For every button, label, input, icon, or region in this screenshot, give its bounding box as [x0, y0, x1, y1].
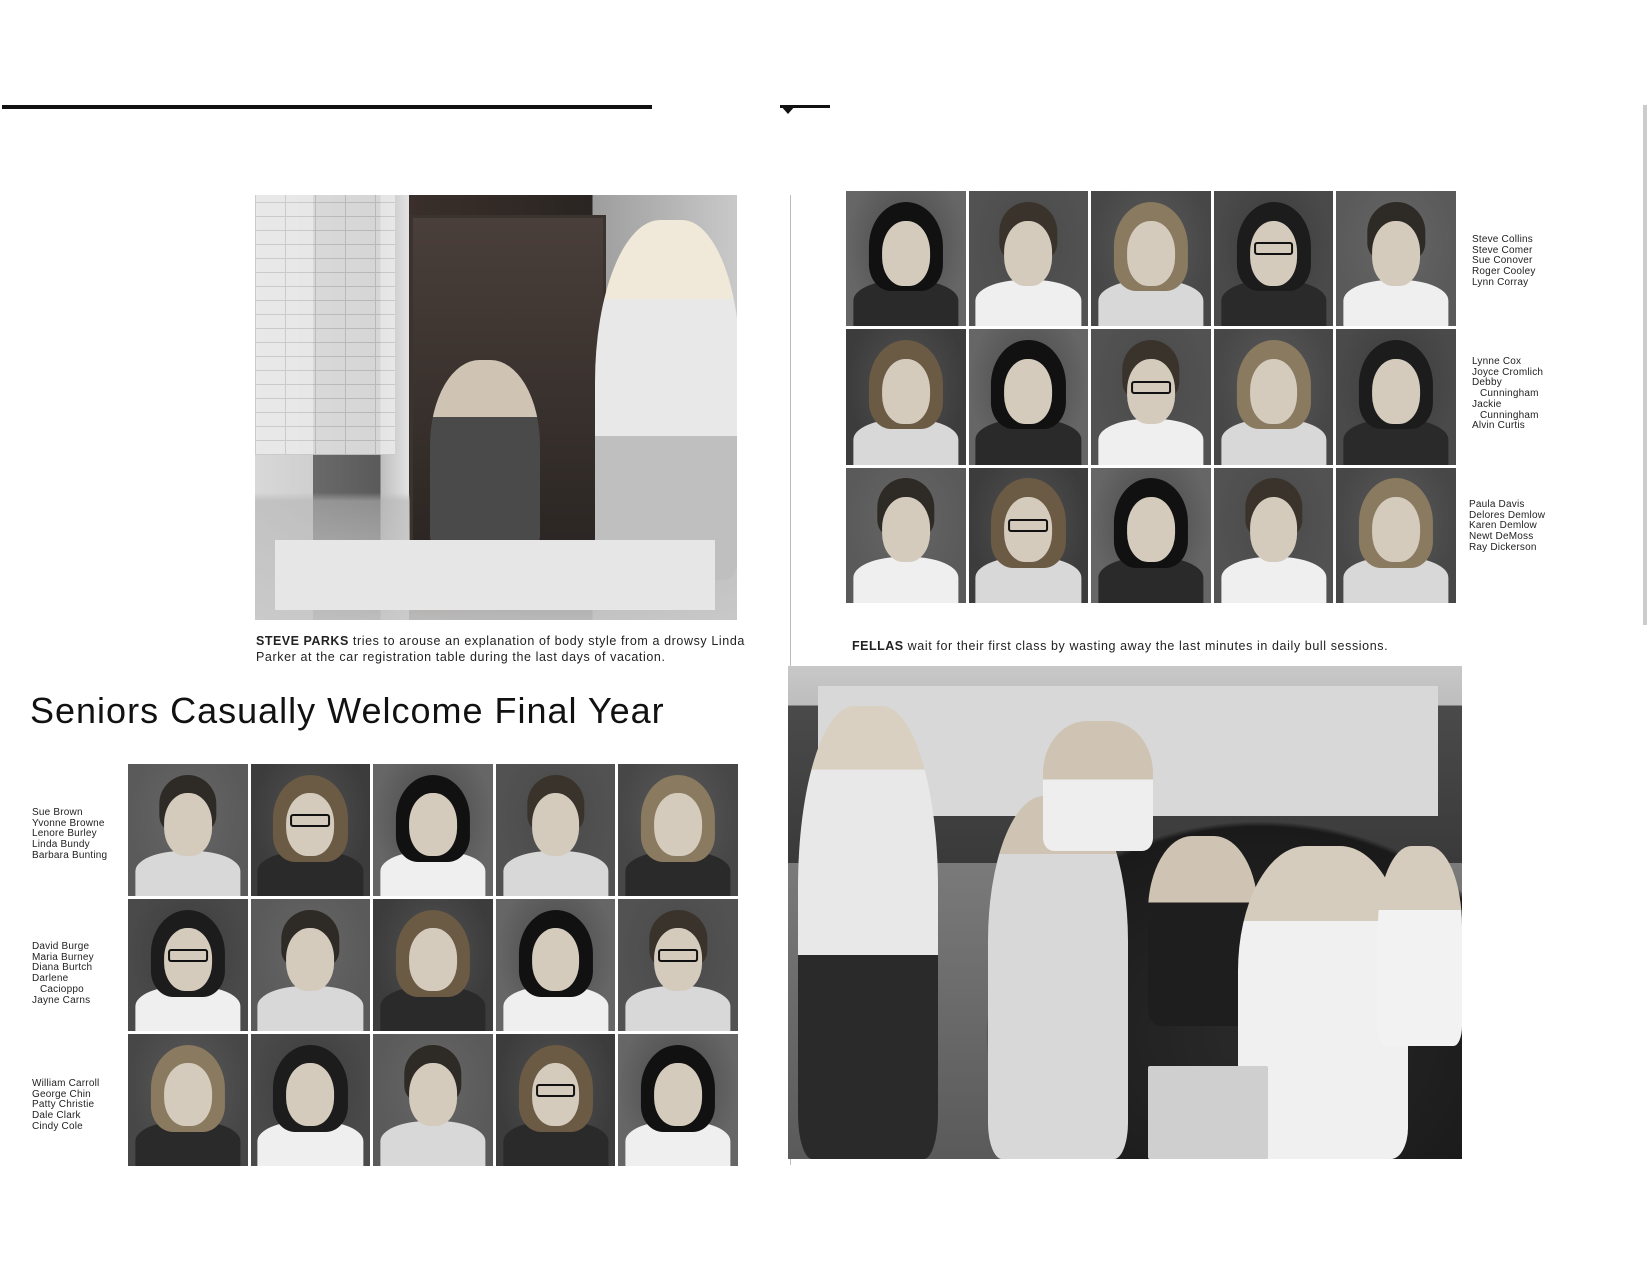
portrait-face	[1127, 497, 1175, 562]
portrait-face	[1250, 359, 1298, 424]
senior-portrait	[128, 899, 248, 1031]
senior-portrait	[846, 191, 966, 326]
student-name: Lynn Corray	[1472, 276, 1529, 288]
portrait-shoulders	[853, 557, 958, 603]
student-name: Steve Collins	[1472, 234, 1533, 245]
student-name: Karen Demlow	[1469, 520, 1537, 532]
right-portrait-grid	[846, 191, 1456, 603]
student-name: Dale Clark	[32, 1110, 81, 1122]
student-name: Jackie	[1472, 398, 1502, 410]
portrait-shoulders	[626, 986, 731, 1031]
eyeglasses-icon	[1008, 519, 1048, 532]
senior-portrait	[373, 1034, 493, 1166]
caption-lead: FELLAS	[852, 639, 904, 653]
senior-portrait	[618, 899, 738, 1031]
student-name: Darlene	[32, 973, 69, 985]
portrait-face	[409, 1063, 457, 1126]
senior-portrait	[618, 1034, 738, 1166]
student-figure	[798, 706, 938, 1159]
senior-portrait	[969, 468, 1089, 603]
gutter-mark	[780, 105, 796, 114]
portrait-face	[654, 1063, 702, 1126]
caption-text: tries to arouse an explanation of body style from a drowsy Linda Parker at the car registration table during the last days of vacation.	[256, 634, 745, 664]
left-names-row2	[32, 942, 94, 1006]
portrait-face	[532, 928, 580, 991]
portrait-face	[164, 1063, 212, 1126]
eyeglasses-icon	[168, 949, 208, 962]
portrait-face	[532, 793, 580, 856]
student-figure	[1378, 846, 1462, 1046]
eyeglasses-icon	[536, 1084, 576, 1097]
student-name: Sue Brown	[32, 807, 83, 818]
senior-portrait	[251, 764, 371, 896]
senior-portrait	[128, 1034, 248, 1166]
senior-portrait	[846, 329, 966, 464]
left-portrait-grid	[128, 764, 738, 1166]
portrait-face	[882, 221, 930, 286]
student-name: Patty Christie	[32, 1099, 95, 1111]
caption-text: wait for their first class by wasting away the last minutes in daily bull sessions.	[903, 639, 1389, 653]
left-names-row3	[32, 1079, 99, 1133]
senior-portrait	[1336, 468, 1456, 603]
student-name: Steve Comer	[1472, 244, 1533, 256]
student-name: Newt DeMoss	[1469, 531, 1534, 543]
portrait-shoulders	[1221, 557, 1326, 603]
portrait-face	[1372, 359, 1420, 424]
student-name: Linda Bundy	[32, 839, 90, 851]
senior-portrait	[251, 1034, 371, 1166]
student-name: Cunningham	[1480, 388, 1539, 400]
portrait-face	[286, 1063, 334, 1126]
portrait-shoulders	[1344, 280, 1449, 326]
senior-portrait	[128, 764, 248, 896]
senior-portrait	[969, 191, 1089, 326]
student-name: Barbara Bunting	[32, 849, 108, 861]
right-names-row1	[1472, 235, 1536, 289]
student-name: David Burge	[32, 941, 90, 952]
portrait-face	[409, 793, 457, 856]
student-name: Maria Burney	[32, 951, 94, 963]
student-figure	[1043, 721, 1153, 851]
portrait-face	[164, 793, 212, 856]
eyeglasses-icon	[290, 814, 330, 827]
senior-portrait	[373, 764, 493, 896]
senior-portrait	[1336, 191, 1456, 326]
senior-portrait	[1214, 191, 1334, 326]
registration-caption	[256, 633, 756, 665]
portrait-face	[1372, 497, 1420, 562]
portrait-face	[1004, 359, 1052, 424]
portrait-shoulders	[976, 280, 1081, 326]
portrait-face	[1250, 497, 1298, 562]
student-name: Cindy Cole	[32, 1120, 83, 1132]
student-name: Cunningham	[1480, 409, 1539, 421]
student-name: Paula Davis	[1469, 499, 1525, 510]
senior-portrait	[1091, 329, 1211, 464]
registration-table	[275, 540, 715, 610]
right-names-row2	[1472, 357, 1543, 432]
senior-portrait	[1336, 329, 1456, 464]
senior-portrait	[1214, 329, 1334, 464]
senior-portrait	[496, 1034, 616, 1166]
student-name: Lenore Burley	[32, 828, 97, 840]
student-name: Alvin Curtis	[1472, 420, 1525, 432]
registration-photo	[255, 195, 737, 620]
portrait-face	[882, 359, 930, 424]
fellas-caption	[852, 638, 1572, 654]
student-name: William Carroll	[32, 1078, 100, 1089]
student-name: Diana Burtch	[32, 962, 93, 974]
senior-portrait	[1091, 191, 1211, 326]
portrait-face	[882, 497, 930, 562]
caption-lead: STEVE PARKS	[256, 634, 349, 648]
senior-portrait	[373, 899, 493, 1031]
page-title: Seniors Casually Welcome Final Year	[30, 690, 665, 731]
student-name: Yvonne Browne	[32, 817, 105, 829]
portrait-face	[1372, 221, 1420, 286]
portrait-shoulders	[503, 851, 608, 896]
senior-portrait	[846, 468, 966, 603]
standing-boy	[595, 220, 737, 580]
eyeglasses-icon	[1254, 242, 1294, 255]
book-stack	[1148, 1066, 1268, 1159]
eyeglasses-icon	[1131, 381, 1171, 394]
student-name: Delores Demlow	[1469, 509, 1546, 521]
eyeglasses-icon	[658, 949, 698, 962]
senior-portrait	[496, 899, 616, 1031]
page-edge	[1643, 105, 1647, 625]
senior-portrait	[496, 764, 616, 896]
student-name: Lynne Cox	[1472, 356, 1522, 367]
senior-portrait	[1091, 468, 1211, 603]
top-rule-left	[2, 105, 652, 109]
student-name: Jayne Carns	[32, 994, 91, 1006]
senior-portrait	[251, 899, 371, 1031]
left-names-row1	[32, 808, 107, 862]
portrait-face	[409, 928, 457, 991]
student-name: Sue Conover	[1472, 255, 1533, 267]
portrait-face	[286, 928, 334, 991]
student-name: Debby	[1472, 377, 1502, 389]
right-names-row3	[1469, 500, 1545, 554]
senior-portrait	[969, 329, 1089, 464]
student-name: Joyce Cromlich	[1472, 366, 1544, 378]
fellas-photo	[788, 666, 1462, 1159]
portrait-face	[1004, 221, 1052, 286]
portrait-face	[654, 793, 702, 856]
portrait-shoulders	[258, 986, 363, 1031]
portrait-shoulders	[380, 1121, 485, 1166]
senior-portrait	[1214, 468, 1334, 603]
portrait-shoulders	[135, 851, 240, 896]
portrait-shoulders	[1098, 419, 1203, 465]
portrait-face	[1127, 221, 1175, 286]
student-name: George Chin	[32, 1088, 91, 1100]
student-name: Cacioppo	[40, 983, 84, 995]
tile-wall	[255, 195, 395, 455]
seated-girl	[430, 360, 540, 550]
senior-portrait	[618, 764, 738, 896]
student-name: Ray Dickerson	[1469, 541, 1537, 553]
student-name: Roger Cooley	[1472, 266, 1536, 278]
